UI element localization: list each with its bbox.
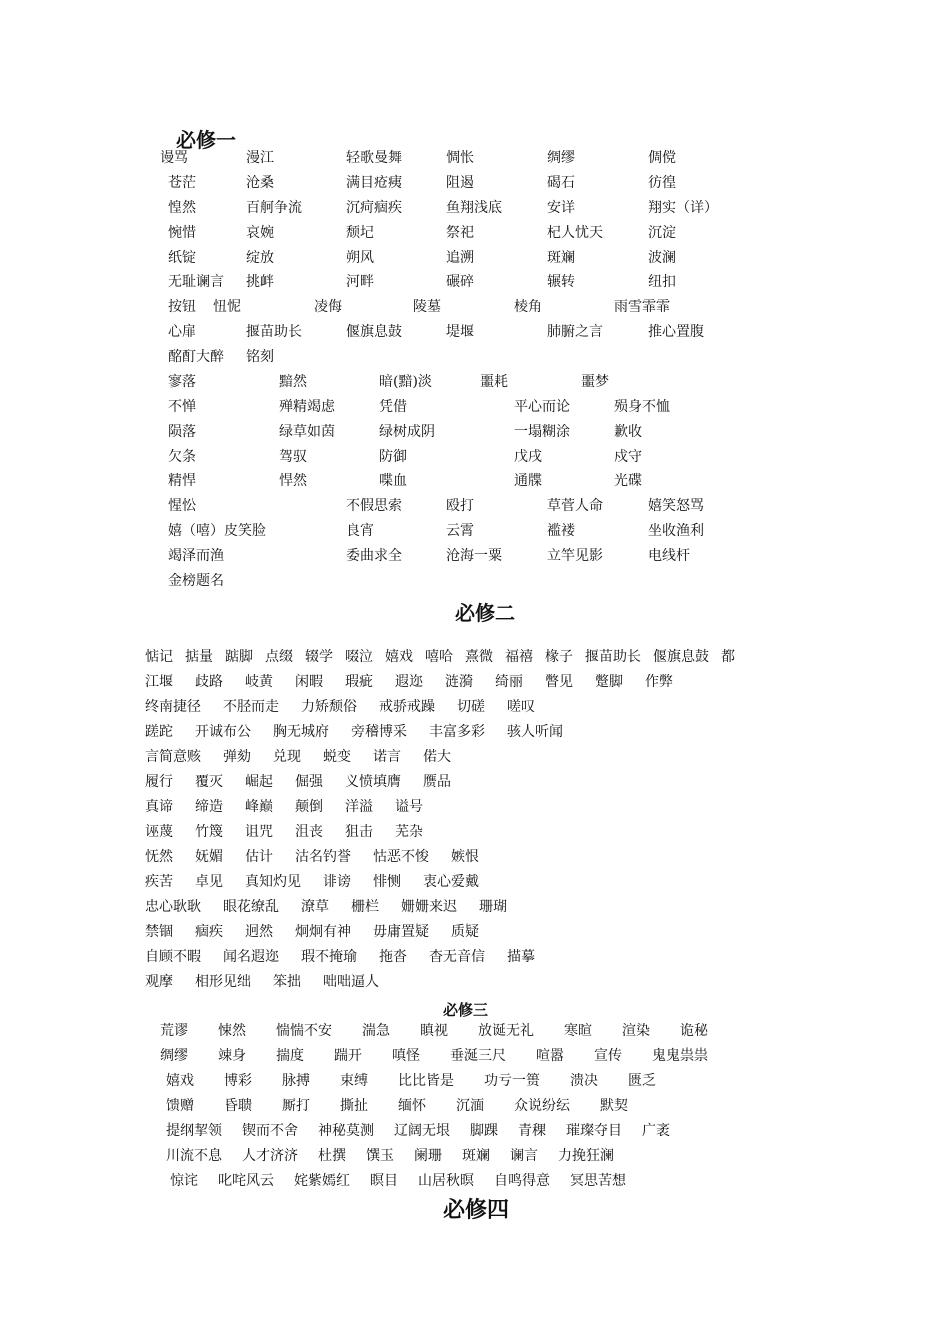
vocab-word: 黯然 <box>279 374 307 390</box>
word-row <box>145 772 473 792</box>
vocab-word: 谥号 <box>395 799 423 815</box>
vocab-word: 不胫而走 <box>223 699 279 715</box>
vocab-word: 绸缪 <box>160 1048 188 1064</box>
vocab-word: 堤堰 <box>446 324 474 340</box>
vocab-word: 力矫颓俗 <box>301 699 357 715</box>
word-row <box>160 1021 738 1041</box>
word-row <box>0 173 950 193</box>
vocab-word: 胸无城府 <box>273 724 329 740</box>
vocab-word: 偌大 <box>423 749 451 765</box>
section-title-bixiu-3: 必修三 <box>443 1001 489 1019</box>
vocab-word: 江堰 <box>145 674 173 690</box>
vocab-word: 缔造 <box>195 799 223 815</box>
vocab-word: 椽子 <box>545 649 573 665</box>
vocab-word: 沧桑 <box>246 175 274 191</box>
vocab-word: 栅栏 <box>351 899 379 915</box>
vocab-word: 坐收渔利 <box>648 523 704 539</box>
vocab-word: 估计 <box>245 849 273 865</box>
vocab-word: 旁稽博采 <box>351 724 407 740</box>
vocab-word: 精悍 <box>168 473 196 489</box>
vocab-word: 惶然 <box>168 200 196 216</box>
vocab-word: 洋溢 <box>345 799 373 815</box>
vocab-word: 惴惴不安 <box>276 1023 332 1039</box>
vocab-word: 妩媚 <box>195 849 223 865</box>
vocab-word: 怃然 <box>145 849 173 865</box>
vocab-word: 凭借 <box>379 399 407 415</box>
vocab-word: 弹劾 <box>223 749 251 765</box>
vocab-word: 颠倒 <box>295 799 323 815</box>
vocab-word: 闲暇 <box>295 674 323 690</box>
vocab-word: 禁锢 <box>145 924 173 940</box>
word-row <box>170 1171 646 1191</box>
vocab-word: 挑衅 <box>246 274 274 290</box>
section-title-bixiu-4: 必修四 <box>443 1197 510 1223</box>
vocab-word: 金榜题名 <box>168 573 224 589</box>
vocab-word: 姗姗来迟 <box>401 899 457 915</box>
word-row <box>145 972 401 992</box>
vocab-word: 彷徨 <box>648 175 676 191</box>
vocab-word: 云霄 <box>446 523 474 539</box>
word-row <box>0 322 950 342</box>
vocab-word: 功亏一篑 <box>484 1073 540 1089</box>
vocab-word: 凌侮 <box>314 299 342 315</box>
vocab-word: 嬉戏 <box>166 1073 194 1089</box>
vocab-word: 苍茫 <box>168 175 196 191</box>
vocab-word: 不惮 <box>168 399 196 415</box>
vocab-word: 歧路 <box>195 674 223 690</box>
vocab-word: 相形见绌 <box>195 974 251 990</box>
word-row <box>145 672 695 692</box>
vocab-word: 光碟 <box>614 473 642 489</box>
vocab-word: 观摩 <box>145 974 173 990</box>
vocab-word: 川流不息 <box>166 1148 222 1164</box>
vocab-word: 沉疴痼疾 <box>346 200 402 216</box>
vocab-word: 揠苗助长 <box>585 649 641 665</box>
vocab-word: 草菅人命 <box>547 498 603 514</box>
vocab-word: 绸缪 <box>547 150 575 166</box>
vocab-word: 陨落 <box>168 424 196 440</box>
word-row <box>0 521 950 541</box>
vocab-word: 殴打 <box>446 498 474 514</box>
vocab-word: 怙恶不悛 <box>373 849 429 865</box>
word-row <box>0 471 950 491</box>
vocab-word: 芜杂 <box>395 824 423 840</box>
vocab-word: 毋庸置疑 <box>373 924 429 940</box>
vocab-word: 涟漪 <box>445 674 473 690</box>
vocab-word: 防御 <box>379 449 407 465</box>
vocab-word: 峰巅 <box>245 799 273 815</box>
vocab-word: 眼花缭乱 <box>223 899 279 915</box>
vocab-word: 赝品 <box>423 774 451 790</box>
vocab-word: 瞑目 <box>370 1173 398 1189</box>
vocab-word: 驾驭 <box>279 449 307 465</box>
vocab-word: 覆灭 <box>195 774 223 790</box>
vocab-word: 鱼翔浅底 <box>446 200 502 216</box>
vocab-word: 褴褛 <box>547 523 575 539</box>
word-row <box>0 372 950 392</box>
vocab-word: 肺腑之言 <box>547 324 603 340</box>
vocab-word: 放诞无礼 <box>478 1023 534 1039</box>
vocab-word: 真谛 <box>145 799 173 815</box>
vocab-word: 脉搏 <box>282 1073 310 1089</box>
vocab-word: 踮脚 <box>225 649 253 665</box>
vocab-word: 杳无音信 <box>429 949 485 965</box>
vocab-word: 众说纷纭 <box>514 1098 570 1114</box>
vocab-word: 百舸争流 <box>246 200 302 216</box>
vocab-word: 人才济济 <box>242 1148 298 1164</box>
vocab-word: 切磋 <box>457 699 485 715</box>
word-row <box>166 1071 686 1091</box>
vocab-word: 追溯 <box>446 250 474 266</box>
vocab-word: 按钮 <box>168 299 196 315</box>
vocab-word: 博彩 <box>224 1073 252 1089</box>
vocab-word: 脚踝 <box>470 1123 498 1139</box>
vocab-word: 兑现 <box>273 749 301 765</box>
vocab-word: 立竿见影 <box>547 548 603 564</box>
vocab-word: 宣传 <box>594 1048 622 1064</box>
vocab-word: 青稞 <box>518 1123 546 1139</box>
vocab-word: 瑕不掩瑜 <box>301 949 357 965</box>
vocab-word: 倜傥 <box>648 150 676 166</box>
vocab-word: 碾碎 <box>446 274 474 290</box>
vocab-word: 终南捷径 <box>145 699 201 715</box>
word-row <box>145 722 585 742</box>
vocab-word: 潦草 <box>301 899 329 915</box>
vocab-word: 颓圮 <box>346 225 374 241</box>
vocab-word: 绽放 <box>246 250 274 266</box>
vocab-word: 默契 <box>600 1098 628 1114</box>
vocab-word: 笨拙 <box>273 974 301 990</box>
vocab-word: 惊诧 <box>170 1173 198 1189</box>
vocab-word: 沉湎 <box>456 1098 484 1114</box>
vocab-word: 瑕疵 <box>345 674 373 690</box>
vocab-word: 倔强 <box>295 774 323 790</box>
word-row <box>0 397 950 417</box>
vocab-word: 惺忪 <box>168 498 196 514</box>
vocab-word: 棱角 <box>514 299 542 315</box>
vocab-word: 璀璨夺目 <box>566 1123 622 1139</box>
vocab-word: 蹉跎 <box>145 724 173 740</box>
vocab-word: 狙击 <box>345 824 373 840</box>
vocab-word: 纸锭 <box>168 250 196 266</box>
vocab-word: 崛起 <box>245 774 273 790</box>
vocab-word: 惋惜 <box>168 225 196 241</box>
vocab-word: 瞥见 <box>545 674 573 690</box>
word-row <box>0 148 950 168</box>
vocab-word: 馈赠 <box>166 1098 194 1114</box>
word-row <box>145 847 501 867</box>
vocab-word: 丰富多彩 <box>429 724 485 740</box>
vocab-word: 竦身 <box>218 1048 246 1064</box>
vocab-word: 匮乏 <box>628 1073 656 1089</box>
word-row <box>145 872 501 892</box>
vocab-word: 言简意赅 <box>145 749 201 765</box>
word-row <box>0 571 950 591</box>
vocab-word: 一塌糊涂 <box>514 424 570 440</box>
vocab-word: 嫉恨 <box>451 849 479 865</box>
vocab-word: 蹩脚 <box>595 674 623 690</box>
vocab-word: 掂量 <box>185 649 213 665</box>
vocab-word: 迥然 <box>245 924 273 940</box>
vocab-word: 铭刻 <box>246 349 274 365</box>
vocab-word: 辽阔无垠 <box>394 1123 450 1139</box>
vocab-word: 良宵 <box>346 523 374 539</box>
vocab-word: 诺言 <box>373 749 401 765</box>
vocab-word: 瞋视 <box>420 1023 448 1039</box>
vocab-word: 寥落 <box>168 374 196 390</box>
vocab-word: 描摹 <box>507 949 535 965</box>
vocab-word: 陵墓 <box>413 299 441 315</box>
vocab-word: 熹微 <box>465 649 493 665</box>
vocab-word: 漫江 <box>246 150 274 166</box>
vocab-word: 祭祀 <box>446 225 474 241</box>
vocab-word: 力挽狂澜 <box>558 1148 614 1164</box>
vocab-word: 竭泽而渔 <box>168 548 224 564</box>
vocab-word: 锲而不舍 <box>242 1123 298 1139</box>
vocab-word: 碣石 <box>547 175 575 191</box>
vocab-word: 嬉（嘻）皮笑脸 <box>168 523 266 539</box>
section-title-bixiu-1: 必修一 <box>176 128 236 152</box>
vocab-word: 寒暄 <box>564 1023 592 1039</box>
vocab-word: 纽扣 <box>648 274 676 290</box>
vocab-word: 嬉戏 <box>385 649 413 665</box>
vocab-word: 忠心耿耿 <box>145 899 201 915</box>
vocab-word: 电线杆 <box>648 548 690 564</box>
vocab-word: 喋血 <box>379 473 407 489</box>
vocab-word: 义愤填膺 <box>345 774 401 790</box>
vocab-word: 噩耗 <box>480 374 508 390</box>
vocab-word: 辍学 <box>305 649 333 665</box>
vocab-word: 忸怩 <box>213 299 241 315</box>
vocab-word: 自顾不暇 <box>145 949 201 965</box>
vocab-word: 炯炯有神 <box>295 924 351 940</box>
vocab-word: 通牒 <box>514 473 542 489</box>
vocab-word: 履行 <box>145 774 173 790</box>
vocab-word: 不假思索 <box>346 498 402 514</box>
vocab-word: 斑斓 <box>547 250 575 266</box>
vocab-word: 撕扯 <box>340 1098 368 1114</box>
vocab-word: 拖沓 <box>379 949 407 965</box>
vocab-word: 揠苗助长 <box>246 324 302 340</box>
vocab-word: 偃旗息鼓 <box>346 324 402 340</box>
vocab-word: 悱恻 <box>373 874 401 890</box>
vocab-word: 委曲求全 <box>346 548 402 564</box>
vocab-word: 鬼鬼祟祟 <box>652 1048 708 1064</box>
vocab-word: 诅咒 <box>245 824 273 840</box>
vocab-word: 绿草如茵 <box>279 424 335 440</box>
vocab-word: 戒骄戒躁 <box>379 699 435 715</box>
word-row <box>166 1146 634 1166</box>
vocab-word: 诡秘 <box>680 1023 708 1039</box>
word-row <box>0 223 950 243</box>
vocab-word: 朔风 <box>346 250 374 266</box>
vocab-word: 疾苦 <box>145 874 173 890</box>
vocab-word: 珊瑚 <box>479 899 507 915</box>
vocab-word: 河畔 <box>346 274 374 290</box>
vocab-word: 提纲挈领 <box>166 1123 222 1139</box>
vocab-word: 闻名遐迩 <box>223 949 279 965</box>
vocab-word: 谰言 <box>510 1148 538 1164</box>
word-row <box>0 297 950 317</box>
vocab-word: 踹开 <box>334 1048 362 1064</box>
vocab-word: 戊戌 <box>514 449 542 465</box>
vocab-word: 绮丽 <box>495 674 523 690</box>
vocab-word: 惦记 <box>145 649 173 665</box>
vocab-word: 殒身不恤 <box>614 399 670 415</box>
vocab-word: 遐迩 <box>395 674 423 690</box>
word-row <box>166 1096 658 1116</box>
vocab-word: 沽名钓誉 <box>295 849 351 865</box>
vocab-word: 哀婉 <box>246 225 274 241</box>
vocab-word: 沧海一粟 <box>446 548 502 564</box>
vocab-word: 偃旗息鼓 <box>653 649 709 665</box>
vocab-word: 开诚布公 <box>195 724 251 740</box>
vocab-word: 福禧 <box>505 649 533 665</box>
word-row <box>160 1046 738 1066</box>
word-row <box>0 422 950 442</box>
vocab-word: 悚然 <box>218 1023 246 1039</box>
section-title-bixiu-2: 必修二 <box>455 601 515 625</box>
word-row <box>0 198 950 218</box>
vocab-word: 神秘莫测 <box>318 1123 374 1139</box>
vocab-word: 衷心爱戴 <box>423 874 479 890</box>
vocab-word: 诽谤 <box>323 874 351 890</box>
vocab-word: 都 <box>721 649 735 665</box>
vocab-word: 波澜 <box>648 250 676 266</box>
vocab-word: 酩酊大醉 <box>168 349 224 365</box>
word-row <box>0 272 950 292</box>
vocab-word: 嗟叹 <box>507 699 535 715</box>
vocab-word: 真知灼见 <box>245 874 301 890</box>
vocab-word: 歉收 <box>614 424 642 440</box>
vocab-word: 欠条 <box>168 449 196 465</box>
vocab-word: 沉淀 <box>648 225 676 241</box>
word-row <box>145 797 445 817</box>
vocab-word: 痼疾 <box>195 924 223 940</box>
vocab-word: 轻歌曼舞 <box>346 150 402 166</box>
vocab-word: 谩骂 <box>160 150 188 166</box>
word-row <box>0 248 950 268</box>
vocab-word: 叱咤风云 <box>218 1173 274 1189</box>
vocab-word: 渲染 <box>622 1023 650 1039</box>
vocab-word: 湍急 <box>362 1023 390 1039</box>
word-row <box>145 922 501 942</box>
vocab-word: 暗(黯)淡 <box>379 374 432 390</box>
vocab-word: 垂涎三尺 <box>450 1048 506 1064</box>
vocab-word: 作弊 <box>645 674 673 690</box>
word-row <box>166 1121 690 1141</box>
vocab-word: 辗转 <box>547 274 575 290</box>
vocab-word: 厮打 <box>282 1098 310 1114</box>
vocab-word: 安详 <box>547 200 575 216</box>
vocab-word: 姹紫嫣红 <box>294 1173 350 1189</box>
word-row <box>145 747 473 767</box>
vocab-word: 广袤 <box>642 1123 670 1139</box>
vocab-word: 心扉 <box>168 324 196 340</box>
vocab-word: 平心而论 <box>514 399 570 415</box>
vocab-word: 噩梦 <box>581 374 609 390</box>
vocab-word: 阑珊 <box>414 1148 442 1164</box>
vocab-word: 殚精竭虑 <box>279 399 335 415</box>
vocab-word: 啜泣 <box>345 649 373 665</box>
vocab-word: 荒谬 <box>160 1023 188 1039</box>
vocab-word: 缅怀 <box>398 1098 426 1114</box>
vocab-word: 质疑 <box>451 924 479 940</box>
vocab-word: 冥思苦想 <box>570 1173 626 1189</box>
vocab-word: 嗔怪 <box>392 1048 420 1064</box>
word-row <box>145 947 557 967</box>
vocab-word: 惆怅 <box>446 150 474 166</box>
vocab-word: 沮丧 <box>295 824 323 840</box>
word-row <box>145 647 747 667</box>
vocab-word: 比比皆是 <box>398 1073 454 1089</box>
word-row <box>0 347 950 367</box>
word-row <box>0 496 950 516</box>
word-row <box>0 447 950 467</box>
vocab-word: 推心置腹 <box>648 324 704 340</box>
vocab-word: 溃决 <box>570 1073 598 1089</box>
vocab-word: 阻遏 <box>446 175 474 191</box>
word-row <box>0 546 950 566</box>
vocab-word: 点缀 <box>265 649 293 665</box>
vocab-word: 诬蔑 <box>145 824 173 840</box>
vocab-word: 竹篾 <box>195 824 223 840</box>
vocab-word: 咄咄逼人 <box>323 974 379 990</box>
vocab-word: 无耻谰言 <box>168 274 224 290</box>
vocab-word: 喧嚣 <box>536 1048 564 1064</box>
vocab-word: 杞人忧天 <box>547 225 603 241</box>
word-row <box>145 697 557 717</box>
word-row <box>145 897 529 917</box>
vocab-word: 戍守 <box>614 449 642 465</box>
vocab-word: 雨雪霏霏 <box>614 299 670 315</box>
vocab-word: 骇人听闻 <box>507 724 563 740</box>
vocab-word: 自鸣得意 <box>494 1173 550 1189</box>
vocab-word: 杜撰 <box>318 1148 346 1164</box>
vocab-word: 翔实（详） <box>648 200 718 216</box>
vocab-word: 悍然 <box>279 473 307 489</box>
vocab-word: 岐黄 <box>245 674 273 690</box>
vocab-word: 嬉笑怒骂 <box>648 498 704 514</box>
vocab-word: 昏聩 <box>224 1098 252 1114</box>
word-row <box>145 822 445 842</box>
vocab-word: 山居秋暝 <box>418 1173 474 1189</box>
vocab-word: 嘻哈 <box>425 649 453 665</box>
vocab-word: 束缚 <box>340 1073 368 1089</box>
vocab-word: 馔玉 <box>366 1148 394 1164</box>
vocab-word: 蜕变 <box>323 749 351 765</box>
vocab-word: 卓见 <box>195 874 223 890</box>
vocab-word: 满目疮痍 <box>346 175 402 191</box>
vocab-word: 斑斓 <box>462 1148 490 1164</box>
vocab-word: 绿树成阴 <box>379 424 435 440</box>
vocab-word: 揣度 <box>276 1048 304 1064</box>
